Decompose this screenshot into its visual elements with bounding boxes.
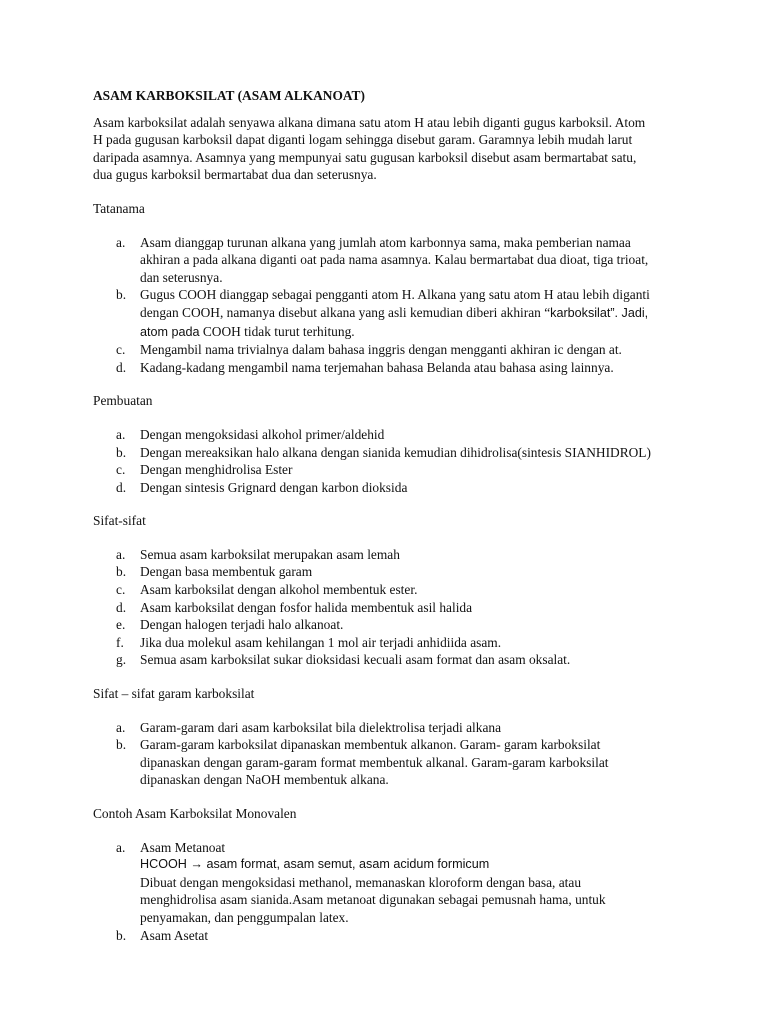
list-marker: d. <box>116 479 127 495</box>
list-item-text: Semua asam karboksilat sukar dioksidasi kecuali asam format dan asam oksalat. <box>140 652 571 668</box>
contoh-heading: Contoh Asam Karboksilat Monovalen <box>93 806 297 821</box>
list-item <box>93 286 653 341</box>
list-item <box>93 736 653 789</box>
list-item-text: Jika dua molekul asam kehilangan 1 mol air terjadi anhidiida asam. <box>140 634 502 650</box>
list-item-text: Kadang-kadang mengambil nama terjemahan bahasa Belanda atau bahasa asing lainnya. <box>140 359 614 375</box>
list-marker: b. <box>116 564 127 580</box>
list-item-text: Dengan halogen terjadi halo alkanoat. <box>140 617 344 633</box>
list-marker: f. <box>116 634 124 650</box>
list-marker: a. <box>116 839 126 855</box>
intro-paragraph: Asam karboksilat adalah senyawa alkana dimana satu atom H atau lebih diganti gugus karboksil. Atom H pada gugusan karboksil dapat diganti logam sehingga disebut garam. Garamnya lebih mudah larut daripada asamnya. Asamnya yang mempunyai satu gugusan karboksil disebut asam bermartabat satu, dua gugus karboksil bermartabat dua dan seterusnya. <box>93 114 646 183</box>
document-title: ASAM KARBOKSILAT (ASAM ALKANOAT) <box>93 88 365 103</box>
list-item <box>93 599 653 617</box>
list-item <box>93 461 653 479</box>
list-marker: b. <box>116 737 127 753</box>
list-item <box>93 563 653 581</box>
acid-name: Asam Metanoat <box>140 839 226 855</box>
list-item-text: Dengan basa membentuk garam <box>140 564 313 580</box>
list-marker: c. <box>116 582 126 598</box>
list-marker: b. <box>116 927 127 943</box>
list-marker: b. <box>116 444 127 460</box>
sifat-garam-heading: Sifat – sifat garam karboksilat <box>93 686 255 702</box>
list-item-text: Asam karboksilat dengan alkohol membentuk ester. <box>140 582 418 598</box>
list-item <box>93 546 653 564</box>
list-marker: a. <box>116 546 126 562</box>
tatanama-list <box>93 234 653 377</box>
list-item-text: Mengambil nama trivialnya dalam bahasa inggris dengan mengganti akhiran ic dengan at. <box>140 342 622 358</box>
document-content <box>93 87 653 960</box>
list-marker: d. <box>116 359 127 375</box>
list-item-text: Dengan menghidrolisa Ester <box>140 462 293 478</box>
list-item <box>93 634 653 652</box>
list-item <box>93 359 653 377</box>
list-item <box>93 651 653 669</box>
pembuatan-heading: Pembuatan <box>93 393 153 409</box>
sifat-list <box>93 546 653 669</box>
list-marker: c. <box>116 462 126 478</box>
list-marker: a. <box>116 234 126 250</box>
pembuatan-list <box>93 426 653 496</box>
list-marker: a. <box>116 719 126 735</box>
list-item-text: Asam karboksilat dengan fosfor halida membentuk asil halida <box>140 599 473 615</box>
list-marker: b. <box>116 287 127 303</box>
list-item-text: Dengan sintesis Grignard dengan karbon dioksida <box>140 479 408 495</box>
list-item-text: Garam-garam dari asam karboksilat bila dielektrolisa terjadi alkana <box>140 719 502 735</box>
list-marker: a. <box>116 426 126 442</box>
list-item <box>93 444 653 462</box>
list-item <box>93 927 653 945</box>
acid-description: Dibuat dengan mengoksidasi methanol, memanaskan kloroform dengan basa, atau menghidrolisa asam sianida.Asam metanoat digunakan sebagai pemusnah hama, untuk penyamakan, dan penggumpalan latex. <box>140 874 606 925</box>
list-item <box>93 719 653 737</box>
list-item-text-sans: karboksilat”. Jadi, atom pada <box>140 305 649 339</box>
list-item <box>93 426 653 444</box>
list-item <box>93 234 653 287</box>
list-marker: d. <box>116 599 127 615</box>
list-item-text: Garam-garam karboksilat dipanaskan membentuk alkanon. Garam- garam karboksilat dipanaskan dengan garam-garam format membentuk alkanal. Garam-garam karboksilat dipanaskan dengan NaOH membentuk alkana. <box>140 737 609 788</box>
list-item-text: Dengan mereaksikan halo alkana dengan sianida kemudian dihidrolisa(sintesis SIANHIDROL) <box>140 444 651 460</box>
tatanama-heading: Tatanama <box>93 200 145 216</box>
list-item <box>93 581 653 599</box>
list-marker: g. <box>116 652 127 668</box>
list-item-text: COOH tidak turut terhitung. <box>199 323 355 339</box>
list-item-text: Asam dianggap turunan alkana yang jumlah atom karbonnya sama, maka pemberian namaa akhiran a pada alkana diganti oat pada nama asamnya. Kalau bermartabat dua dioat, tiga trioat, dan seterusnya. <box>140 234 649 285</box>
list-item <box>93 341 653 359</box>
acid-formula: HCOOH → asam format, asam semut, asam acidum formicum <box>140 857 490 872</box>
list-item-text: Gugus COOH dianggap sebagai pengganti atom H. Alkana yang satu atom H atau lebih diganti dengan COOH, namanya disebut alkana yang asli kemudian diberi akhiran “ <box>140 287 650 320</box>
list-marker: e. <box>116 617 126 633</box>
acid-name: Asam Asetat <box>140 927 209 943</box>
list-item-text: Dengan mengoksidasi alkohol primer/aldehid <box>140 426 385 442</box>
list-item-text: Semua asam karboksilat merupakan asam lemah <box>140 546 400 562</box>
list-item <box>93 479 653 497</box>
list-item <box>93 839 653 927</box>
list-item <box>93 616 653 634</box>
list-marker: c. <box>116 342 126 358</box>
sifat-garam-list <box>93 719 653 789</box>
sifat-heading: Sifat-sifat <box>93 513 146 529</box>
contoh-list <box>93 839 653 945</box>
